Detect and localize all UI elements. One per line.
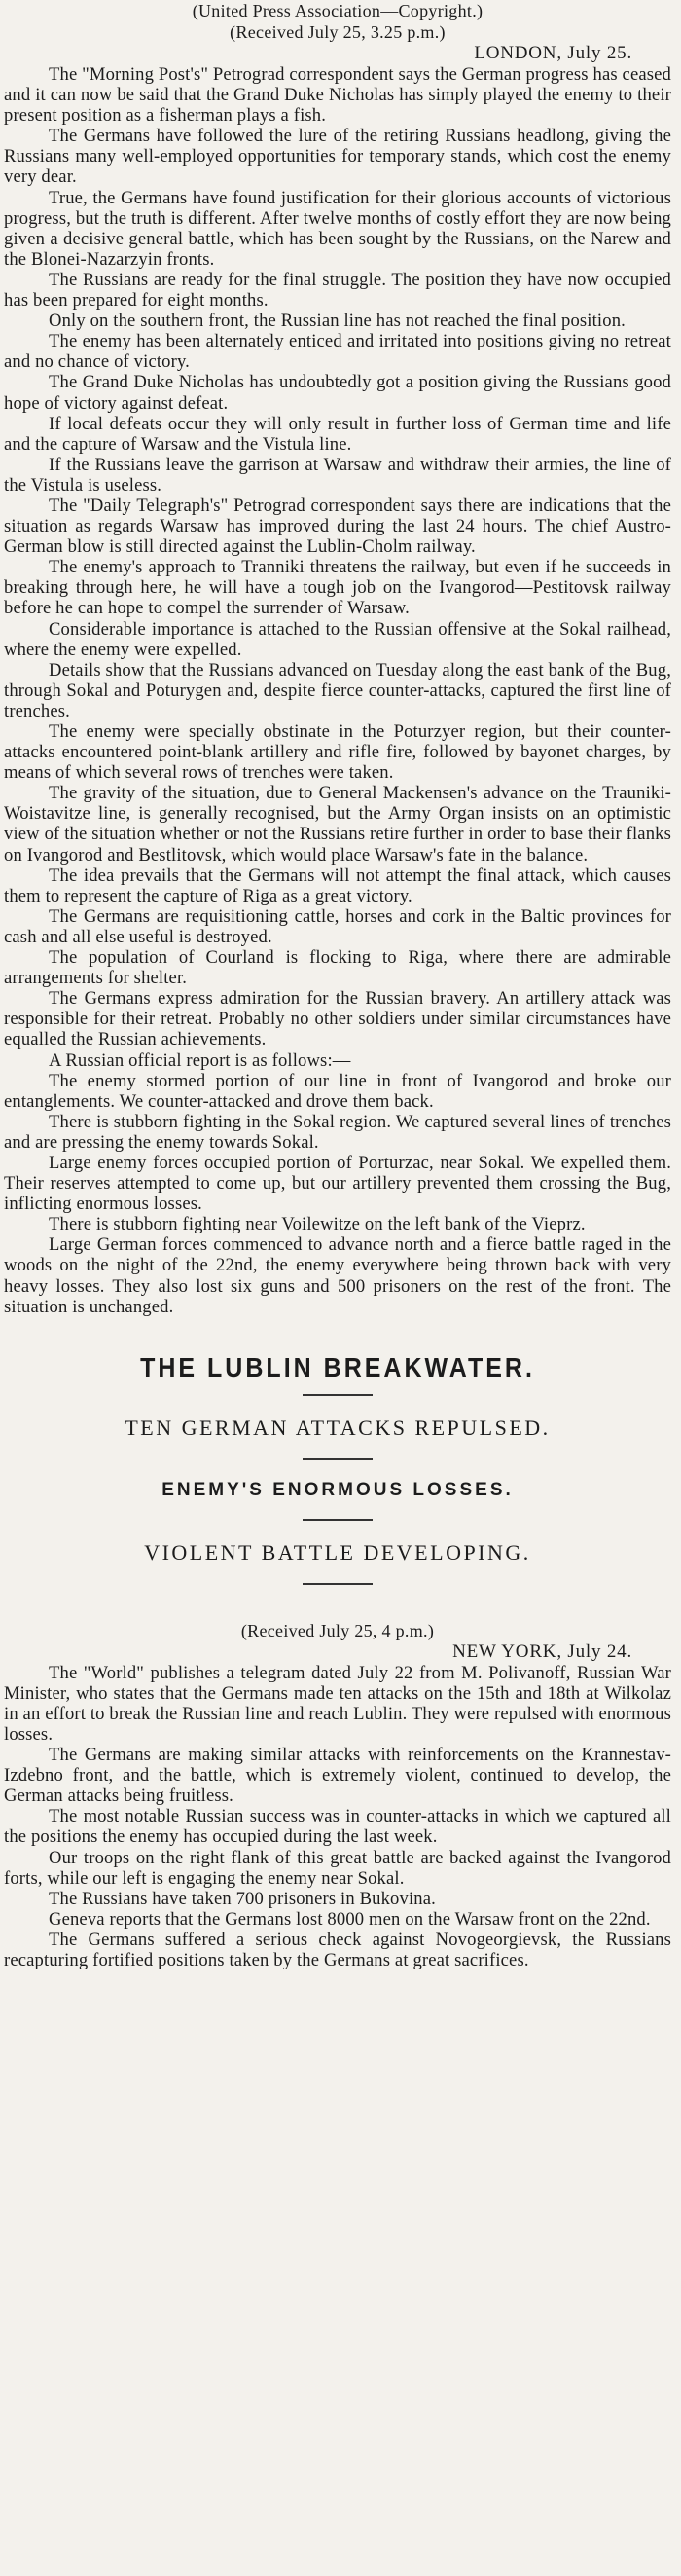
article-paragraph: The enemy has been alternately enticed and irritated into positions giving no retreat and no chance of victory. bbox=[4, 331, 671, 373]
article-paragraph: The enemy's approach to Tranniki threatens the railway, but even if he succeeds in breaking through here, he will have a tough job on the Ivangorod—Pestitovsk railway before he can hope to compel the surrender of Warsaw. bbox=[4, 557, 671, 619]
subheadline: VIOLENT BATTLE DEVELOPING. bbox=[144, 1539, 531, 1564]
article-paragraph: The "Daily Telegraph's" Petrograd correspondent says there are indications that the situation as regards Warsaw has improved during the last 24 hours. The chief Austro-German blow is still directed against the Lublin-Cholm railway. bbox=[4, 495, 671, 558]
article-paragraph: The enemy stormed portion of our line in front of Ivangorod and broke our entanglements. We counter-attacked and drove them back. bbox=[4, 1070, 671, 1112]
article-paragraph: Details show that the Russians advanced on Tuesday along the east bank of the Bug, through Sokal and Poturygen and, despite fierce counter-attacks, captured the first line of trenches. bbox=[4, 659, 671, 721]
article-paragraph: Considerable importance is attached to the Russian offensive at the Sokal railhead, where the enemy were expelled. bbox=[4, 618, 671, 660]
received-time: (Received July 25, 3.25 p.m.) bbox=[230, 22, 446, 42]
article-paragraph: Large German forces commenced to advance north and a fierce battle raged in the woods on the night of the 22nd, the enemy everywhere being thrown back with very heavy losses. They also lost six guns and 500 prisoners on the rest of the front. The situation is unchanged. bbox=[4, 1234, 671, 1317]
article-paragraph: The Germans have followed the lure of the retiring Russians headlong, giving the Russians many well-employed opportunities for temporary stands, which cost the enemy very dear. bbox=[4, 126, 671, 188]
subheadline: TEN GERMAN ATTACKS REPULSED. bbox=[125, 1415, 551, 1440]
article-paragraph: The Germans express admiration for the Russian bravery. An artillery attack was responsible for their retreat. Probably no other soldiers under similar circumstances have equalled the Russian achievements. bbox=[4, 988, 671, 1050]
article-paragraph: The Germans suffered a serious check against Novogeorgievsk, the Russians recapturing fortified positions taken by the Germans at great sacrifices. bbox=[4, 1929, 671, 1971]
article-paragraph: The "World" publishes a telegram dated July 22 from M. Polivanoff, Russian War Minister, who states that the Germans made ten attacks on the 15th and 18th at Wilkolaz in an effort to break the Russian line and reach Lublin. They were repulsed with enormous losses. bbox=[4, 1662, 671, 1745]
divider-rule bbox=[303, 1394, 373, 1396]
article-paragraph: There is stubborn fighting near Voilewitze on the left bank of the Vieprz. bbox=[49, 1214, 586, 1235]
main-headline: THE LUBLIN BREAKWATER. bbox=[140, 1352, 535, 1383]
dateline: LONDON, July 25. bbox=[474, 43, 632, 63]
received-time: (Received July 25, 4 p.m.) bbox=[240, 1620, 435, 1640]
article-paragraph: The Russians have taken 700 prisoners in Bukovina. bbox=[49, 1888, 436, 1909]
second-article-body bbox=[4, 1663, 671, 1970]
article-paragraph: The enemy were specially obstinate in the Poturzyer region, but their counter-attacks encountered point-blank artillery and rifle fire, followed by bayonet charges, by means of which several rows of trenches were taken. bbox=[4, 721, 671, 784]
article-paragraph: A Russian official report is as follows:— bbox=[49, 1049, 351, 1071]
article-paragraph: Geneva reports that the Germans lost 8000 men on the Warsaw front on the 22nd. bbox=[49, 1908, 651, 1930]
press-credit: (United Press Association—Copyright.) bbox=[192, 1, 484, 20]
second-article-header bbox=[4, 1620, 671, 1641]
article-paragraph: If local defeats occur they will only result in further loss of German time and life and the capture of Warsaw and the Vistula line. bbox=[4, 413, 671, 455]
article-paragraph: Large enemy forces occupied portion of Porturzac, near Sokal. We expelled them. Their reserves attempted to come up, but our artillery prevented them crossing the Bug, inflicting enormous losses. bbox=[4, 1152, 671, 1215]
first-article-body bbox=[4, 64, 671, 1317]
article-paragraph: Only on the southern front, the Russian line has not reached the final position. bbox=[49, 311, 626, 332]
article-paragraph: The "Morning Post's" Petrograd correspondent says the German progress has ceased and it can now be said that the Grand Duke Nicholas has simply played the enemy to their present position as a fisherman plays a fish. bbox=[4, 64, 671, 127]
article-paragraph: The Russians are ready for the final struggle. The position they have now occupied has been prepared for eight months. bbox=[4, 269, 671, 312]
article-paragraph: The most notable Russian success was in counter-attacks in which we captured all the positions the enemy has occupied during the last week. bbox=[4, 1806, 671, 1848]
article-paragraph: True, the Germans have found justification for their glorious accounts of victorious progress, but the truth is different. After twelve months of costly effort they are now being given a decisive general battle, which has been sought by the Russians, on the Narew and the Blonei-Nazarzyin fronts. bbox=[4, 187, 671, 270]
article-paragraph: The Grand Duke Nicholas has undoubtedly got a position giving the Russians good hope of victory against defeat. bbox=[4, 372, 671, 414]
article-paragraph: The gravity of the situation, due to General Mackensen's advance on the Trauniki-Woistavitze line, is generally recognised, but the Army Organ insists on an optimistic view of the situation whether or not the Russians retire further in order to base their flanks on Ivangorod and Bestlitovsk, which would place Warsaw's fate in the balance. bbox=[4, 783, 671, 865]
article-paragraph: Our troops on the right flank of this great battle are backed against the Ivangorod forts, while our left is engaging the enemy near Sokal. bbox=[4, 1847, 671, 1889]
article-paragraph: The population of Courland is flocking to Riga, where there are admirable arrangements for shelter. bbox=[4, 947, 671, 989]
dateline: NEW YORK, July 24. bbox=[452, 1640, 632, 1662]
first-article-header bbox=[4, 0, 671, 43]
article-paragraph: The Germans are making similar attacks with reinforcements on the Krannestav-Izdebno front, and the battle, which is extremely violent, continued to develop, the German attacks being fruitless. bbox=[4, 1745, 671, 1807]
divider-rule bbox=[303, 1458, 373, 1460]
divider-rule bbox=[303, 1519, 373, 1521]
article-paragraph: There is stubborn fighting in the Sokal region. We captured several lines of trenches and are pressing the enemy towards Sokal. bbox=[4, 1111, 671, 1153]
article-paragraph: The Germans are requisitioning cattle, horses and cork in the Baltic provinces for cash and all else useful is destroyed. bbox=[4, 905, 671, 947]
subheadline: ENEMY'S ENORMOUS LOSSES. bbox=[161, 1479, 514, 1500]
article-paragraph: The idea prevails that the Germans will not attempt the final attack, which causes them to represent the capture of Riga as a great victory. bbox=[4, 865, 671, 906]
article-paragraph: If the Russians leave the garrison at Warsaw and withdraw their armies, the line of the Vistula is useless. bbox=[4, 454, 671, 496]
